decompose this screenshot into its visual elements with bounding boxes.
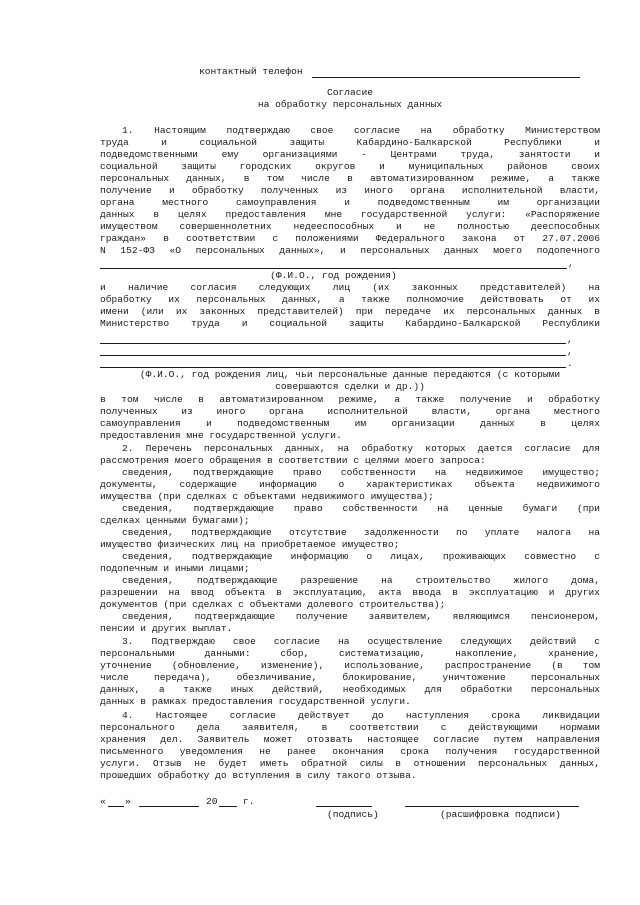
ward-name-blank[interactable] <box>100 268 567 269</box>
text-line: числе передача), обезличивание, блокирование, уничтожение персональных <box>100 672 600 683</box>
blank-end-mark: . <box>567 358 573 369</box>
text-line: сведения, подтверждающие право собственности на недвижимое имущество; <box>122 467 600 478</box>
date-quote-open: « <box>100 796 106 807</box>
signature-decode-label: (расшифровка подписи) <box>440 809 561 820</box>
text-line: имуществом совершеннолетних недееспособных и не полностью дееспособных <box>100 221 600 232</box>
signature-label: (подпись) <box>327 809 379 820</box>
text-line: граждан» в соответствии с положениями Федерального закона от 27.07.2006 <box>100 233 600 244</box>
text-line: сведения, подтверждающие разрешение на строительство жилого дома, <box>122 575 600 586</box>
text-line: пенсии и других выплат. <box>100 623 233 634</box>
text-line: уточнение (обновление, изменение), использование, распространение (в том <box>100 660 600 671</box>
text-line: в том числе в автоматизированном режиме, а также получение и обработку <box>100 394 600 405</box>
text-line: 1. Настоящим подтверждаю свое согласие на обработку Министерством <box>122 125 600 136</box>
text-line: сведения, подтверждающие отсутствие задолженности по уплате налога на <box>122 527 600 538</box>
signature-decode-blank[interactable] <box>405 806 579 807</box>
text-line: данных в рамках предоставления государственной услуги. <box>100 696 411 707</box>
text-line: органа местного самоуправления и подведомственным им организации <box>100 197 600 208</box>
persons-caption-2: совершаются сделки и др.)) <box>275 381 425 392</box>
text-line: 3. Подтверждаю свое согласие на осуществление следующих действий с <box>122 636 600 647</box>
contact-phone-blank[interactable] <box>312 77 580 78</box>
text-line: хранения дел. Заявитель может отозвать настоящее согласие путем направления <box>100 734 600 745</box>
text-line: сделках ценными бумагами); <box>100 515 250 526</box>
text-line: получение и обработку полученных из иного органа исполнительной власти, <box>100 185 600 196</box>
text-line: N 152-ФЗ «О персональных данных», и персональных данных моего подопечного <box>100 245 600 256</box>
blank-end-mark: , <box>567 334 573 345</box>
year-blank[interactable] <box>219 806 237 807</box>
text-line: труда и социальной защиты Кабардино-Балкарской Республики и <box>100 137 600 148</box>
signature-blank[interactable] <box>316 806 372 807</box>
text-line: имени (или их законных представителей) при передаче их персональных данных в <box>100 306 600 317</box>
text-line: документов (при сделках с объектами долевого строительства); <box>100 599 446 610</box>
document-title: Согласие <box>326 87 374 98</box>
blank-end-mark: , <box>567 346 573 357</box>
text-line: подопечным и иными лицами; <box>100 563 250 574</box>
contact-phone-label: контактный телефон <box>199 66 303 77</box>
persons-blank-1[interactable] <box>100 343 566 344</box>
blank-end-mark: , <box>568 258 574 269</box>
text-line: Министерство труда и социальной защиты Кабардино-Балкарской Республики <box>100 318 600 329</box>
text-line: данных, а также иных действий, необходимых для обработки персональных <box>100 684 600 695</box>
text-line: социальной защиты городских округов и муниципальных районов своих <box>100 161 600 172</box>
text-line: имущества (при сделках с объектами недвижимого имущества); <box>100 491 434 502</box>
text-line: 4. Настоящее согласие действует до наступления срока ликвидации <box>122 710 600 721</box>
text-line: персонального дела заявителя, в соответствии с действующими нормами <box>100 722 600 733</box>
text-line: рассмотрения моего обращения в соответствии с целями моего запроса: <box>100 455 486 466</box>
text-line: письменного уведомления не ранее окончания срока получения государственной <box>100 746 600 757</box>
text-line: подведомственными ему организациями - Центрами труда, занятости и <box>100 149 600 160</box>
text-line: данных в целях предоставления мне государственной услуги: «Распоряжение <box>100 209 600 220</box>
text-line: документы, содержащие информацию о характеристиках объекта недвижимого <box>100 479 600 490</box>
day-blank[interactable] <box>108 806 124 807</box>
text-line: услуги. Отзыв не будет иметь обратной силы в отношении персональных данных, <box>100 758 600 769</box>
text-line: прошедших обработку до вступления в силу такого отзыва. <box>100 770 417 781</box>
text-line: сведения, подтверждающие право собственности на ценные бумаги (при <box>122 503 600 514</box>
text-line: самоуправления и подведомственным им организации данных в целях <box>100 418 600 429</box>
persons-blank-3[interactable] <box>100 367 566 368</box>
text-line: полученных из иного органа исполнительной власти, органа местного <box>100 406 600 417</box>
ward-name-caption: (Ф.И.О., год рождения) <box>270 270 397 281</box>
text-line: 2. Перечень персональных данных, на обработку которых дается согласие для <box>122 443 600 454</box>
date-quote-close: » <box>125 796 131 807</box>
text-line: персональных данных, в том числе в автоматизированном режиме, а также <box>100 173 600 184</box>
month-blank[interactable] <box>139 806 199 807</box>
persons-blank-2[interactable] <box>100 355 566 356</box>
year-prefix: 20 <box>206 796 218 807</box>
text-line: сведения, подтверждающие получение заявителем, являющимся пенсионером, <box>122 611 600 622</box>
document-subtitle: на обработку персональных данных <box>257 99 443 110</box>
text-line: персональными данными: сбор, систематизацию, накопление, хранение, <box>100 648 600 659</box>
text-line: разрешении на ввод объекта в эксплуатацию, акта ввода в эксплуатацию и других <box>100 587 600 598</box>
year-suffix: г. <box>243 796 255 807</box>
text-line: сведения, подтверждающие информацию о лицах, проживающих совместно с <box>122 551 600 562</box>
text-line: имущество физических лиц на приобретаемое имущество; <box>100 539 400 550</box>
persons-caption-1: (Ф.И.О., год рождения лиц, чьи персональные данные передаются (с которыми <box>139 369 561 380</box>
text-line: и наличие согласия следующих лиц (их законных представителей) на <box>100 282 600 293</box>
text-line: обработку их персональных данных, а также полномочие действовать от их <box>100 294 600 305</box>
text-line: предоставления мне государственной услуги. <box>100 430 342 441</box>
